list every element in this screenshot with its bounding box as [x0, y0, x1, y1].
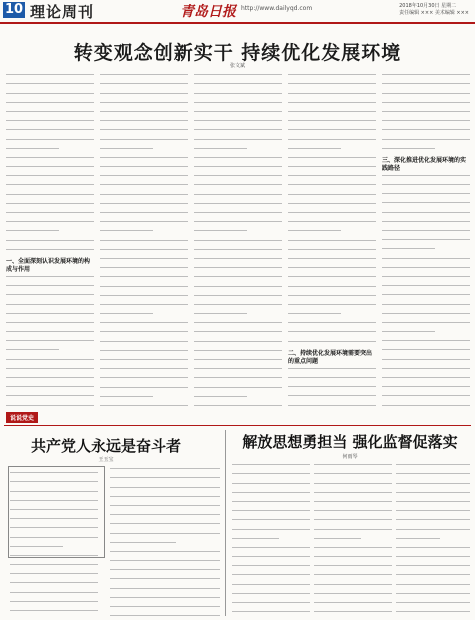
text-line: [110, 514, 220, 521]
text-line: [194, 387, 282, 394]
text-line: [314, 501, 392, 508]
text-line: [288, 157, 376, 164]
text-line: [110, 468, 220, 475]
text-line: [10, 555, 98, 562]
text-line: [110, 523, 220, 530]
text-line: [314, 574, 392, 581]
text-line: [100, 313, 153, 320]
text-line: [100, 249, 188, 256]
text-line: [288, 258, 376, 265]
right-article-body-3: [396, 462, 470, 616]
text-line: [288, 230, 341, 237]
text-line: [232, 611, 310, 616]
text-line: [288, 368, 376, 375]
text-line: [288, 166, 376, 173]
text-line: [288, 295, 376, 302]
text-line: [194, 203, 282, 210]
text-line: [6, 129, 94, 136]
text-line: [382, 184, 470, 191]
text-line: [314, 529, 392, 536]
left-article-title: 共产党人永远是奋斗者: [30, 437, 181, 455]
text-line: [194, 230, 247, 237]
text-line: [288, 341, 376, 348]
text-line: [194, 331, 282, 338]
text-line: [288, 386, 376, 393]
text-line: [100, 387, 188, 394]
text-line: [288, 139, 376, 146]
text-line: [288, 111, 376, 118]
article-column-1: [6, 72, 94, 407]
text-line: [100, 276, 188, 283]
text-line: [100, 240, 188, 247]
text-line: [6, 395, 94, 402]
text-line: [396, 602, 470, 609]
text-line: [6, 377, 94, 384]
text-line: [232, 602, 310, 609]
text-line: [396, 510, 470, 517]
text-line: [194, 212, 282, 219]
text-line: [194, 102, 282, 109]
text-line: [382, 313, 470, 320]
text-line: [6, 194, 94, 201]
text-line: [288, 313, 341, 320]
text-line: [10, 509, 98, 516]
text-line: [382, 139, 470, 146]
bottom-column-divider: [225, 430, 226, 616]
text-line: [100, 286, 188, 293]
text-line: [314, 611, 392, 616]
text-line: [194, 83, 282, 90]
section-subhead-3: 三、深化推进优化发展环境的实践路径: [382, 156, 467, 172]
text-line: [288, 194, 376, 201]
text-line: [194, 304, 282, 311]
text-line: [382, 405, 470, 407]
text-line: [232, 565, 310, 572]
text-line: [396, 574, 470, 581]
main-byline: 张文斌: [229, 63, 245, 69]
text-line: [6, 102, 94, 109]
right-article-byline: 何雨琴: [342, 454, 358, 460]
text-line: [6, 230, 59, 237]
text-line: [194, 350, 282, 357]
text-line: [194, 184, 282, 191]
text-line: [382, 102, 470, 109]
text-line: [396, 492, 470, 499]
text-line: [6, 139, 94, 146]
text-line: [232, 556, 310, 563]
text-line: [382, 340, 470, 347]
text-line: [100, 396, 153, 403]
text-line: [232, 492, 310, 499]
text-line: [110, 505, 220, 512]
text-line: [10, 472, 98, 479]
text-line: [288, 221, 376, 228]
text-line: [6, 294, 94, 301]
text-line: [194, 93, 282, 100]
text-line: [382, 386, 470, 393]
text-line: [194, 313, 247, 320]
text-line: [232, 519, 310, 526]
text-line: [6, 285, 94, 292]
text-line: [100, 350, 188, 357]
text-line: [100, 322, 188, 329]
text-line: [232, 529, 310, 536]
text-line: [6, 249, 94, 256]
text-line: [110, 569, 220, 576]
text-line: [288, 267, 376, 274]
text-line: [10, 592, 98, 599]
text-line: [10, 491, 98, 498]
article-column-2: [100, 72, 188, 407]
text-line: [396, 556, 470, 563]
text-line: [194, 276, 282, 283]
text-line: [6, 322, 94, 329]
text-line: [194, 267, 282, 274]
text-line: [10, 564, 98, 571]
text-line: [110, 533, 220, 540]
text-line: [10, 527, 98, 534]
text-line: [10, 546, 63, 553]
text-line: [100, 157, 188, 164]
text-line: [288, 304, 376, 311]
text-line: [382, 221, 470, 228]
text-line: [382, 377, 470, 384]
text-line: [232, 593, 310, 600]
text-line: [110, 560, 220, 567]
text-line: [288, 83, 376, 90]
text-line: [100, 304, 188, 311]
text-line: [6, 368, 94, 375]
text-line: [100, 221, 188, 228]
text-line: [382, 93, 470, 100]
text-line: [10, 500, 98, 507]
left-article-body: [10, 470, 98, 615]
text-line: [314, 556, 392, 563]
text-line: [382, 202, 470, 209]
text-line: [194, 111, 282, 118]
text-line: [194, 359, 282, 366]
text-line: [396, 483, 470, 490]
left-article-body-2: [110, 466, 220, 616]
text-line: [194, 405, 282, 407]
text-line: [100, 405, 188, 407]
text-line: [100, 129, 188, 136]
text-line: [100, 83, 188, 90]
text-line: [382, 175, 470, 182]
page-header: [0, 0, 475, 24]
text-line: [6, 340, 94, 347]
text-line: [194, 157, 282, 164]
text-line: [100, 341, 188, 348]
text-line: [100, 139, 188, 146]
text-line: [288, 175, 376, 182]
column-tag: 说说党史: [6, 412, 38, 423]
text-line: [314, 519, 392, 526]
text-line: [314, 602, 392, 609]
text-line: [288, 249, 376, 256]
text-line: [100, 230, 153, 237]
text-line: [110, 487, 220, 494]
text-line: [10, 601, 98, 608]
text-line: [314, 547, 392, 554]
article-column-4: [288, 72, 376, 407]
text-line: [10, 582, 98, 589]
text-line: [232, 464, 310, 471]
text-line: [10, 573, 98, 580]
text-line: [382, 212, 470, 219]
text-line: [194, 166, 282, 173]
text-line: [382, 74, 470, 81]
text-line: [288, 331, 376, 338]
text-line: [382, 239, 470, 246]
text-line: [6, 148, 59, 155]
text-line: [288, 184, 376, 191]
text-line: [6, 175, 94, 182]
article-column-3: [194, 72, 282, 407]
text-line: [314, 584, 392, 591]
text-line: [396, 464, 470, 471]
text-line: [100, 111, 188, 118]
text-line: [396, 584, 470, 591]
text-line: [194, 175, 282, 182]
text-line: [100, 102, 188, 109]
text-line: [382, 331, 435, 338]
text-line: [110, 615, 220, 616]
text-line: [288, 395, 376, 402]
text-line: [6, 83, 94, 90]
text-line: [6, 93, 94, 100]
text-line: [10, 518, 98, 525]
text-line: [100, 148, 153, 155]
text-line: [288, 74, 376, 81]
text-line: [10, 481, 98, 488]
text-line: [110, 542, 176, 549]
main-headline: 转变观念创新实干 持续优化发展环境: [73, 42, 402, 64]
text-line: [6, 221, 94, 228]
text-line: [194, 341, 282, 348]
text-line: [6, 304, 94, 311]
text-line: [288, 129, 376, 136]
left-article-byline: 王玉宝: [98, 457, 114, 463]
text-line: [288, 148, 341, 155]
text-line: [194, 221, 282, 228]
text-line: [232, 483, 310, 490]
text-line: [100, 74, 188, 81]
text-line: [382, 349, 470, 356]
text-line: [314, 510, 392, 517]
text-line: [100, 295, 188, 302]
text-line: [194, 295, 282, 302]
text-line: [382, 193, 470, 200]
text-line: [382, 258, 470, 265]
text-line: [194, 322, 282, 329]
text-line: [100, 194, 188, 201]
text-line: [314, 464, 392, 471]
text-line: [288, 240, 376, 247]
text-line: [6, 120, 94, 127]
text-line: [6, 313, 94, 320]
text-line: [194, 74, 282, 81]
text-line: [6, 405, 94, 407]
section-subhead-2: 二、持续优化发展环境需要突出的重点问题: [288, 349, 373, 365]
text-line: [382, 322, 470, 329]
text-line: [194, 368, 282, 375]
text-line: [288, 286, 376, 293]
text-line: [396, 501, 470, 508]
newspaper-logo: 青岛日报: [180, 4, 236, 20]
section-divider: [4, 425, 471, 426]
text-line: [110, 496, 220, 503]
text-line: [6, 203, 94, 210]
text-line: [314, 593, 392, 600]
text-line: [6, 111, 94, 118]
website-url[interactable]: http://www.dailyqd.com: [241, 5, 313, 12]
text-line: [6, 166, 94, 173]
text-line: [100, 368, 188, 375]
text-line: [6, 331, 94, 338]
text-line: [10, 537, 98, 544]
text-line: [314, 538, 361, 545]
text-line: [396, 565, 470, 572]
text-line: [382, 285, 470, 292]
text-line: [110, 597, 220, 604]
text-line: [314, 483, 392, 490]
text-line: [100, 120, 188, 127]
text-line: [288, 322, 376, 329]
text-line: [232, 547, 310, 554]
text-line: [382, 129, 470, 136]
text-line: [100, 212, 188, 219]
text-line: [396, 547, 470, 554]
text-line: [194, 377, 282, 384]
text-line: [288, 212, 376, 219]
text-line: [288, 377, 376, 384]
date-line: 2018年10月30日 星期二: [399, 3, 457, 9]
text-line: [382, 267, 470, 274]
text-line: [100, 331, 188, 338]
text-line: [100, 267, 188, 274]
text-line: [194, 129, 282, 136]
text-line: [396, 611, 470, 616]
text-line: [232, 574, 310, 581]
text-line: [100, 203, 188, 210]
text-line: [382, 230, 470, 237]
text-line: [6, 386, 94, 393]
text-line: [6, 212, 94, 219]
text-line: [100, 175, 188, 182]
page-number: 10: [4, 2, 24, 17]
text-line: [288, 405, 376, 407]
text-line: [110, 578, 220, 585]
text-line: [194, 286, 282, 293]
text-line: [110, 588, 220, 595]
text-line: [382, 359, 470, 366]
right-article-body-1: [232, 462, 310, 616]
text-line: [382, 120, 470, 127]
text-line: [194, 249, 282, 256]
text-line: [382, 395, 470, 402]
text-line: [232, 584, 310, 591]
text-line: [110, 551, 220, 558]
text-line: [382, 248, 435, 255]
right-article-title: 解放思想勇担当 强化监督促落实: [242, 433, 458, 451]
text-line: [314, 473, 392, 480]
editor-line: 责任编辑 ××× 美术编辑 ×××: [399, 10, 469, 16]
text-line: [382, 368, 470, 375]
text-line: [382, 83, 470, 90]
text-line: [382, 294, 470, 301]
text-line: [100, 184, 188, 191]
text-line: [100, 166, 188, 173]
text-line: [314, 565, 392, 572]
text-line: [288, 276, 376, 283]
article-column-5: [382, 72, 470, 407]
text-line: [100, 258, 188, 265]
text-line: [6, 276, 94, 283]
text-line: [194, 120, 282, 127]
text-line: [288, 120, 376, 127]
text-line: [194, 258, 282, 265]
right-article-body-2: [314, 462, 392, 616]
text-line: [6, 240, 94, 247]
text-line: [6, 359, 94, 366]
text-line: [194, 396, 247, 403]
text-line: [194, 240, 282, 247]
text-line: [100, 377, 188, 384]
text-line: [314, 492, 392, 499]
text-line: [232, 510, 310, 517]
text-line: [288, 203, 376, 210]
text-line: [194, 194, 282, 201]
text-line: [10, 610, 98, 615]
text-line: [396, 593, 470, 600]
text-line: [110, 477, 220, 484]
text-line: [288, 102, 376, 109]
section-subhead-1: 一、全面深刻认识发展环境的构成与作用: [6, 257, 91, 273]
text-line: [110, 606, 220, 613]
text-line: [6, 184, 94, 191]
text-line: [382, 276, 470, 283]
header-info: [399, 3, 469, 17]
text-line: [6, 74, 94, 81]
text-line: [396, 529, 470, 536]
text-line: [194, 139, 282, 146]
text-line: [396, 519, 470, 526]
text-line: [232, 473, 310, 480]
text-line: [232, 501, 310, 508]
text-line: [6, 157, 94, 164]
text-line: [6, 349, 59, 356]
text-line: [382, 148, 435, 155]
text-line: [288, 93, 376, 100]
text-line: [382, 111, 470, 118]
text-line: [396, 538, 440, 545]
text-line: [100, 93, 188, 100]
text-line: [382, 304, 470, 311]
section-title: 理论周刊: [30, 3, 95, 21]
text-line: [232, 538, 279, 545]
text-line: [100, 359, 188, 366]
text-line: [194, 148, 247, 155]
text-line: [396, 473, 470, 480]
